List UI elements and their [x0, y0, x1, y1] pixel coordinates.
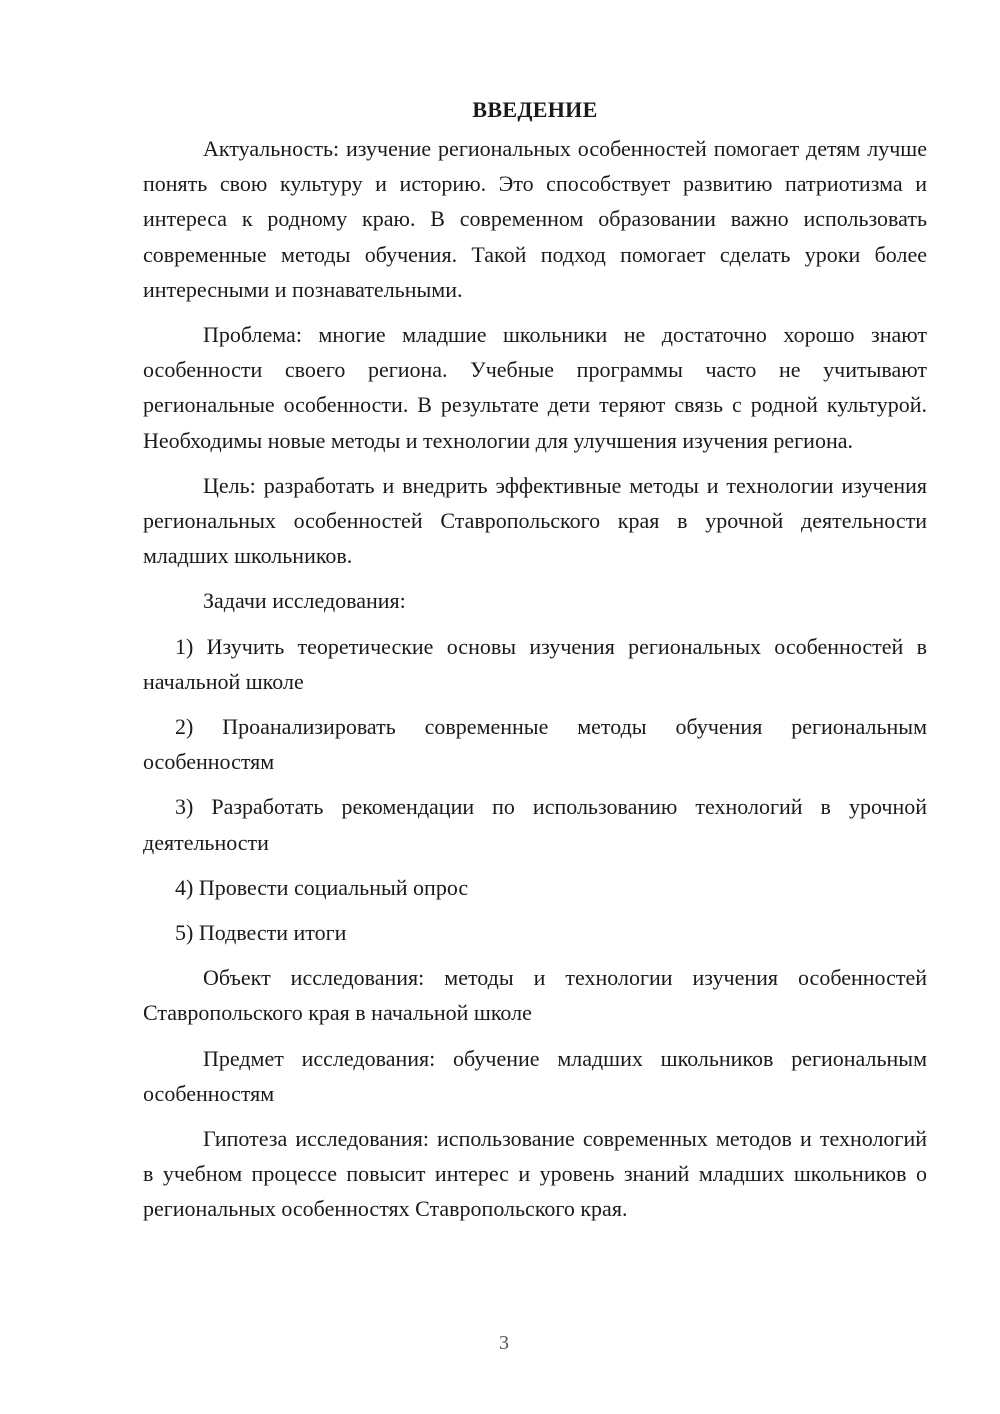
task-item-2: 2) Проанализировать современные методы обучения региональным особенностям	[143, 714, 927, 775]
page-number: 3	[499, 1332, 509, 1354]
task-item-5: 5) Подвести итоги	[175, 920, 347, 946]
paragraph-problem: Проблема: многие младшие школьники не достаточно хорошо знают особенности своего региона. Учебные программы часто не учитывают региональные особенности. В результате дети теряют связь с родной культурой. Необходимы новые методы и технологии для улучшения изучения региона.	[143, 322, 927, 453]
paragraph-subject: Предмет исследования: обучение младших школьников региональным особенностям	[143, 1045, 927, 1106]
document-body	[143, 92, 927, 1237]
task-item-3: 3) Разработать рекомендации по использованию технологий в урочной деятельности	[143, 794, 927, 855]
page-number-container	[70, 1332, 1000, 1355]
tasks-heading: Задачи исследования:	[203, 588, 406, 614]
paragraph-relevance: Актуальность: изучение региональных особенностей помогает детям лучше понять свою культуру и историю. Это способствует развитию патриотизма и интереса к родному краю. В современном образовании важно использовать современные методы обучения. Такой подход помогает сделать уроки более интересными и познавательными.	[143, 136, 927, 302]
task-item-1: 1) Изучить теоретические основы изучения региональных особенностей в начальной школе	[143, 633, 927, 694]
paragraph-object: Объект исследования: методы и технологии изучения особенностей Ставропольского края в начальной школе	[143, 965, 927, 1026]
paragraph-goal: Цель: разработать и внедрить эффективные методы и технологии изучения региональных особенностей Ставропольского края в урочной деятельности младших школьников.	[143, 472, 927, 569]
task-item-4: 4) Провести социальный опрос	[175, 874, 469, 900]
paragraph-hypothesis: Гипотеза исследования: использование современных методов и технологий в учебном процессе повысит интерес и уровень знаний младших школьников о региональных особенностях Ставропольского края.	[143, 1126, 927, 1222]
section-title: ВВЕДЕНИЕ	[472, 97, 598, 122]
